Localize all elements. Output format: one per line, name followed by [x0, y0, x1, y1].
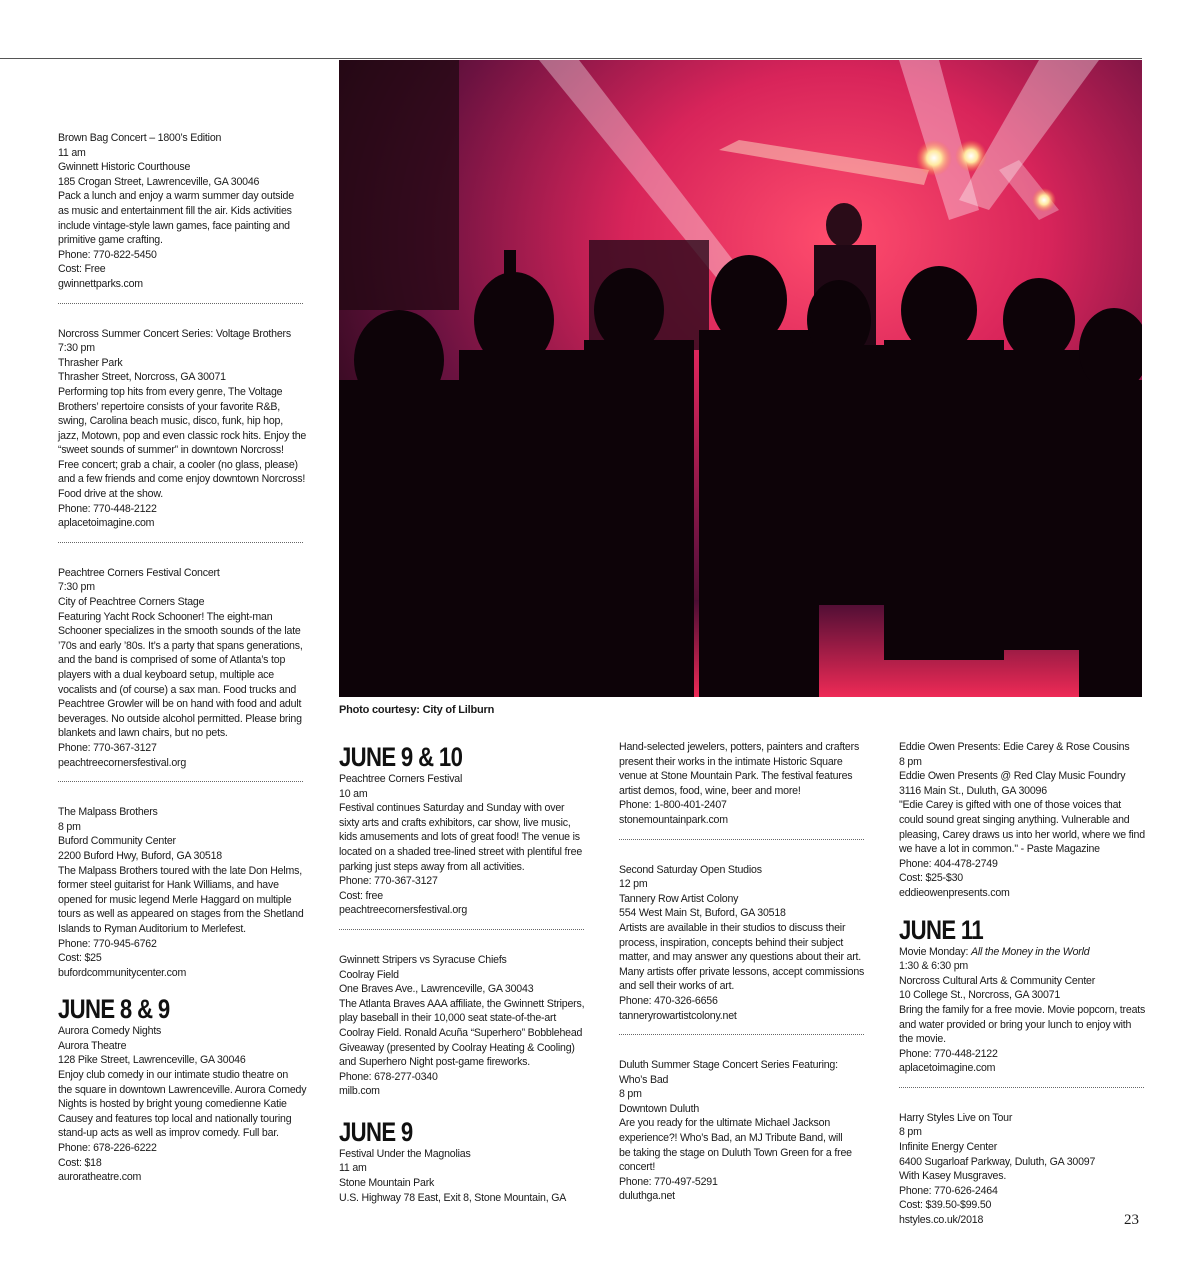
listing-line: 11 am [58, 146, 86, 159]
listing-line: hstyles.co.uk/2018 [899, 1214, 984, 1227]
listing-line: 8 pm [899, 755, 922, 768]
listing-line: Peachtree Corners Festival [339, 773, 463, 785]
listing-line: ’70s and early ’80s. It’s a party that spans generations, [58, 639, 303, 652]
listing-line: and water provided or bring your lunch to enjoy with [899, 1018, 1132, 1031]
listing-line: Coolray Field. Ronald Acuña “Superhero” Bobblehead [339, 1026, 583, 1039]
listing-line: located on a shaded tree-lined street with plentiful free [339, 845, 583, 858]
event-listing [339, 772, 584, 918]
listing-line: Are you ready for the ultimate Michael Jackson [619, 1117, 831, 1130]
events-column-2 [339, 742, 584, 1205]
listing-line: pleasing, Carey draws us into her world, where we find [899, 828, 1145, 841]
listing-line: peachtreecornersfestival.org [58, 756, 187, 769]
listing-line: Schooner specializes in the smooth sounds of the late [58, 625, 301, 638]
listing-line: blankets and lawn chairs, but no pets. [58, 727, 228, 740]
listing-line: Food drive at the show. [58, 488, 163, 501]
dotted-divider [619, 1034, 864, 1035]
listing-line: Aurora Comedy Nights [58, 1025, 162, 1038]
listing-line: "Edie Carey is gifted with one of those voices that [899, 799, 1122, 812]
listing-line: With Kasey Musgraves. [899, 1170, 1007, 1183]
listing-line: stand-up acts as well as improv comedy. Full bar. [58, 1127, 279, 1140]
event-listing [58, 566, 303, 770]
listing-line: Gwinnett Stripers vs Syracuse Chiefs [339, 953, 507, 966]
listing-line: Artists are available in their studios to discuss their [619, 921, 846, 934]
listing-line: primitive game crafting. [58, 234, 163, 247]
listing-line: Phone: 470-326-6656 [619, 994, 718, 1007]
listing-line: Islands to Ryman Auditorium to Merlefest. [58, 922, 246, 935]
listing-line: Who’s Bad [619, 1073, 669, 1086]
listing-line: Phone: 770-626-2464 [899, 1184, 998, 1197]
listing-line: players with a dual keyboard setup, multiple ace [58, 669, 274, 681]
page-number: 23 [1124, 1212, 1139, 1228]
event-listing [339, 953, 584, 1099]
listing-line: Cost: Free [58, 263, 106, 276]
dotted-divider [619, 839, 864, 840]
listing-line: 11 am [339, 1162, 367, 1175]
event-listing [58, 327, 307, 531]
event-listing [58, 1024, 307, 1185]
listing-line: the square in downtown Lawrenceville. Aurora Comedy [58, 1083, 307, 1096]
listing-line: U.S. Highway 78 East, Exit 8, Stone Mountain, GA [339, 1191, 567, 1204]
listing-line: parking just steps away from all activities. [339, 860, 525, 873]
listing-line: Brothers’ repertoire consists of your favorite R&B, [58, 400, 280, 413]
listing-line: 1:30 & 6:30 pm [899, 960, 969, 973]
listing-line: Downtown Duluth [619, 1102, 700, 1115]
listing-line: Second Saturday Open Studios [619, 863, 762, 876]
listing-line: Bring the family for a free movie. Movie popcorn, treats [899, 1003, 1146, 1016]
listing-line: 554 West Main St, Buford, GA 30518 [619, 907, 786, 920]
listing-line: Phone: 1-800-401-2407 [619, 799, 727, 812]
listing-line: 7:30 pm [58, 581, 95, 594]
listing-line: The Malpass Brothers toured with the late Don Helms, [58, 864, 302, 877]
listing-line: Peachtree Growler will be on hand with food and adult [58, 698, 302, 711]
listing-line: aplacetoimagine.com [899, 1062, 996, 1075]
listing-line: 8 pm [58, 820, 81, 833]
listing-line: Thrasher Street, Norcross, GA 30071 [58, 371, 226, 384]
listing-line: Cost: $39.50-$99.50 [899, 1199, 992, 1212]
listing-line: the movie. [899, 1033, 946, 1046]
listing-line: tours as well as appeared on stages from the Shetland [58, 908, 304, 921]
listing-line: opened for music legend Merle Haggard on multiple [58, 893, 292, 906]
listing-line: play baseball in their 10,000 seat state-of-the-art [339, 1012, 557, 1025]
page-top-rule [0, 58, 1142, 59]
listing-line: artist demos, food, wine, beer and more! [619, 784, 801, 797]
listing-line: City of Peachtree Corners Stage [58, 596, 205, 609]
concert-photo [339, 60, 1142, 697]
listing-line: 6400 Sugarloaf Parkway, Duluth, GA 30097 [899, 1155, 1096, 1168]
listing-line: 128 Pike Street, Lawrenceville, GA 30046 [58, 1054, 246, 1067]
listing-line: Featuring Yacht Rock Schooner! The eight-man [58, 610, 273, 623]
listing-line: present their works in the intimate Historic Square [619, 755, 843, 768]
listing-line: and a few friends and come enjoy downtown Norcross! [58, 473, 306, 486]
listing-line: could sound great singing anything. Vulnerable and [899, 813, 1130, 826]
listing-line: 12 pm [619, 878, 648, 891]
listing-line: Cost: free [339, 889, 383, 902]
event-listing [899, 1111, 1144, 1228]
listing-line: Festival continues Saturday and Sunday with over [339, 802, 565, 815]
event-listing [619, 740, 864, 828]
listing-line: tanneryrowartistcolony.net [619, 1009, 737, 1022]
listing-line: 2200 Buford Hwy, Buford, GA 30518 [58, 849, 222, 862]
event-listing [619, 863, 864, 1024]
listing-line: as music and entertainment fill the air. Kids activities [58, 204, 292, 217]
listing-line: kids amusements and lots of great food! The venue is [339, 831, 580, 844]
dotted-divider [58, 542, 303, 543]
event-listing [339, 1147, 584, 1205]
listing-line: Eddie Owen Presents @ Red Clay Music Foundry [899, 770, 1126, 783]
movie-prefix: Movie Monday: [899, 945, 971, 958]
dotted-divider [899, 1087, 1144, 1088]
listing-line: Phone: 770-448-2122 [58, 502, 157, 515]
listing-line: and Superhero Night post-game fireworks. [339, 1056, 531, 1069]
listing-line: Phone: 770-497-5291 [619, 1175, 718, 1188]
listing-line: The Malpass Brothers [58, 806, 158, 819]
listing-line: 185 Crogan Street, Lawrenceville, GA 30046 [58, 175, 260, 188]
listing-line: peachtreecornersfestival.org [339, 904, 468, 917]
listing-line: Festival Under the Magnolias [339, 1147, 471, 1160]
listing-line: bufordcommunitycenter.com [58, 966, 187, 979]
listing-line: Brown Bag Concert – 1800’s Edition [58, 132, 222, 144]
listing-line: Phone: 770-448-2122 [899, 1047, 998, 1060]
date-heading: JUNE 11 [899, 914, 984, 945]
events-column-1 [58, 131, 307, 1185]
date-heading: JUNE 9 & 10 [339, 742, 463, 772]
listing-line: Peachtree Corners Festival Concert [58, 566, 220, 579]
listing-line: 3116 Main St., Duluth, GA 30096 [899, 784, 1047, 797]
listing-line: 8 pm [899, 1126, 922, 1139]
listing-line: Infinite Energy Center [899, 1141, 998, 1154]
photo-caption: Photo courtesy: City of Lilburn [339, 704, 495, 716]
event-listing [899, 740, 1144, 901]
listing-line: Phone: 770-945-6762 [58, 937, 157, 950]
listing-line: aplacetoimagine.com [58, 517, 155, 530]
listing-line: gwinnettparks.com [58, 277, 143, 290]
listing-line: The Atlanta Braves AAA affiliate, the Gwinnett Stripers, [339, 997, 585, 1010]
listing-line: Norcross Cultural Arts & Community Center [899, 974, 1096, 987]
movie-title: All the Money in the World [970, 945, 1090, 958]
listing-line: Harry Styles Live on Tour [899, 1111, 1013, 1124]
event-listing [58, 805, 303, 980]
listing-line: eddieowenpresents.com [899, 886, 1010, 899]
listing-line: Gwinnett Historic Courthouse [58, 161, 191, 174]
listing-line: auroratheatre.com [58, 1171, 142, 1184]
event-listing [58, 131, 303, 292]
movie-title-line [899, 945, 1144, 960]
listing-line: Phone: 678-277-0340 [339, 1070, 438, 1083]
listing-line: 8 pm [619, 1088, 642, 1101]
dotted-divider [58, 303, 303, 304]
listing-line: Causey and features top local and nationally touring [58, 1112, 292, 1125]
event-listing [619, 1058, 864, 1204]
listing-line: stonemountainpark.com [619, 813, 728, 826]
listing-line: and the band is comprised of some of Atlanta’s top [58, 654, 286, 667]
listing-line: Tannery Row Artist Colony [619, 892, 739, 905]
listing-line: Phone: 770-822-5450 [58, 248, 157, 261]
listing-line: Buford Community Center [58, 835, 176, 848]
listing-line: Cost: $25 [58, 952, 102, 965]
listing-line: we have a lot in common." - Paste Magazine [899, 843, 1100, 856]
date-heading: JUNE 8 & 9 [58, 994, 170, 1025]
listing-line: beverages. No outside alcohol permitted. Please bring [58, 712, 302, 725]
listing-line: duluthga.net [619, 1190, 675, 1203]
listing-line: Many artists offer private lessons, accept commissions [619, 965, 865, 978]
listing-line: Phone: 678-226-6222 [58, 1142, 157, 1155]
listing-line: “sweet sounds of summer” in downtown Norcross! [58, 444, 284, 457]
listing-line: vocalists and (of course) a sax man. Food trucks and [58, 683, 297, 696]
listing-line: Stone Mountain Park [339, 1177, 435, 1190]
listing-line: Cost: $18 [58, 1156, 102, 1169]
listing-line: Thrasher Park [58, 356, 123, 369]
listing-line: Phone: 404-478-2749 [899, 857, 998, 870]
listing-line: One Braves Ave., Lawrenceville, GA 30043 [339, 983, 534, 996]
listing-line: Free concert; grab a chair, a cooler (no glass, please) [58, 458, 298, 471]
events-column-3 [619, 740, 864, 1204]
event-listing [899, 959, 1144, 1076]
listing-line: process, inspiration, concepts behind their subject [619, 936, 844, 949]
dotted-divider [339, 929, 584, 930]
listing-line: Enjoy club comedy in our intimate studio theatre on [58, 1069, 289, 1082]
listing-line: experience?! Who’s Bad, an MJ Tribute Band, will [619, 1132, 843, 1145]
listing-line: Pack a lunch and enjoy a warm summer day outside [58, 190, 294, 203]
listing-line: Giveaway (presented by Coolray Heating & Cooling) [339, 1041, 575, 1054]
listing-line: Duluth Summer Stage Concert Series Featuring: [619, 1059, 838, 1072]
listing-line: Cost: $25-$30 [899, 872, 963, 885]
listing-line: former steel guitarist for Hank Williams, and have [58, 879, 279, 892]
listing-line: Aurora Theatre [58, 1039, 127, 1052]
listing-line: concert! [619, 1161, 656, 1174]
listing-line: and sell their works of art. [619, 980, 735, 993]
listing-line: Nights is hosted by bright young comedienne Katie [58, 1098, 287, 1111]
date-heading: JUNE 9 [339, 1116, 413, 1147]
dotted-divider [58, 781, 303, 782]
listing-line: sixty arts and crafts exhibitors, car show, live music, [339, 816, 571, 829]
listing-line: be taking the stage on Duluth Town Green for a free [619, 1146, 852, 1159]
listing-line: Performing top hits from every genre, The Voltage [58, 385, 283, 398]
listing-line: 7:30 pm [58, 342, 95, 355]
listing-line: Hand-selected jewelers, potters, painters and crafters [619, 741, 860, 753]
listing-line: milb.com [339, 1085, 380, 1098]
listing-line: swing, Carolina beach music, disco, funk, hip hop, [58, 415, 283, 428]
listing-line: 10 am [339, 787, 368, 800]
events-column-4 [899, 740, 1144, 1228]
listing-line: Eddie Owen Presents: Edie Carey & Rose Cousins [899, 741, 1130, 753]
listing-line: venue at Stone Mountain Park. The festival features [619, 770, 853, 783]
listing-line: jazz, Motown, pop and even classic rock hits. Enjoy the [58, 429, 307, 442]
listing-line: 10 College St., Norcross, GA 30071 [899, 989, 1061, 1002]
listing-line: Norcross Summer Concert Series: Voltage Brothers [58, 327, 291, 340]
listing-line: include vintage-style lawn games, face painting and [58, 219, 290, 232]
listing-line: matter, and may answer any questions about their art. [619, 951, 862, 964]
listing-line: Phone: 770-367-3127 [339, 875, 438, 888]
listing-line: Phone: 770-367-3127 [58, 741, 157, 754]
listing-line: Coolray Field [339, 968, 399, 981]
